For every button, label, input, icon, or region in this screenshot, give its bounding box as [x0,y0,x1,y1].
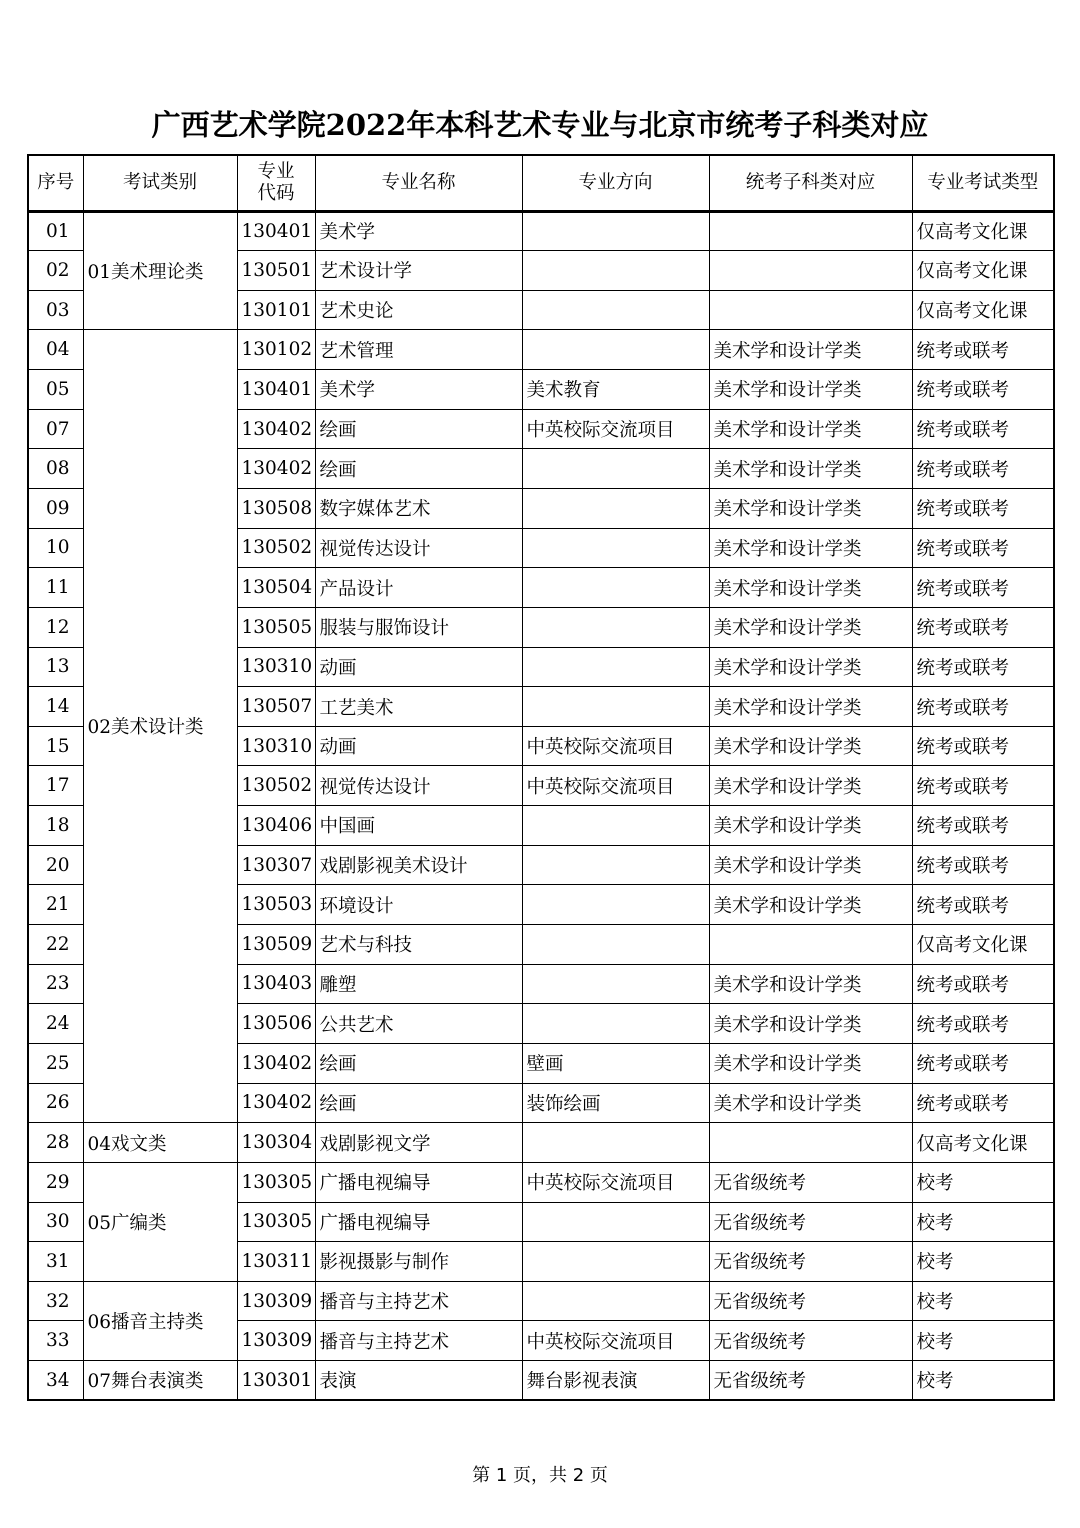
cell-seq: 11 [28,568,83,608]
cell-seq: 09 [28,488,83,528]
cell-exam-type: 统考或联考 [912,806,1054,846]
cell-seq: 22 [28,925,83,965]
header-direction: 专业方向 [522,155,709,211]
cell-code: 130402 [237,449,315,489]
cell-code: 130401 [237,370,315,410]
cell-seq: 33 [28,1321,83,1361]
cell-seq: 29 [28,1162,83,1202]
cell-name: 播音与主持艺术 [315,1321,522,1361]
cell-direction: 中英校际交流项目 [522,1321,709,1361]
cell-mapping: 美术学和设计学类 [709,647,912,687]
cell-seq: 24 [28,1004,83,1044]
cell-code: 130504 [237,568,315,608]
cell-exam-type: 统考或联考 [912,845,1054,885]
header-mapping: 统考子科类对应 [709,155,912,211]
header-category: 考试类别 [83,155,237,211]
cell-mapping: 美术学和设计学类 [709,806,912,846]
header-code-line2: 代码 [257,182,295,204]
cell-seq: 13 [28,647,83,687]
cell-direction [522,1281,709,1321]
cell-code: 130305 [237,1162,315,1202]
cell-code: 130509 [237,925,315,965]
cell-direction: 装饰绘画 [522,1083,709,1123]
table-body [28,211,1054,1400]
cell-code: 130301 [237,1361,315,1401]
cell-exam-type: 统考或联考 [912,1083,1054,1123]
cell-exam-type: 统考或联考 [912,449,1054,489]
cell-exam-type: 统考或联考 [912,726,1054,766]
cell-exam-type: 统考或联考 [912,766,1054,806]
cell-code: 130401 [237,211,315,251]
table-row [28,1361,1054,1401]
cell-seq: 31 [28,1242,83,1282]
cell-name: 工艺美术 [315,687,522,727]
cell-seq: 10 [28,528,83,568]
cell-direction [522,330,709,370]
cell-direction [522,806,709,846]
cell-code: 130309 [237,1321,315,1361]
cell-mapping: 无省级统考 [709,1281,912,1321]
cell-name: 动画 [315,647,522,687]
cell-exam-type: 校考 [912,1281,1054,1321]
cell-name: 美术学 [315,370,522,410]
cell-name: 戏剧影视文学 [315,1123,522,1163]
cell-seq: 15 [28,726,83,766]
cell-direction: 舞台影视表演 [522,1361,709,1401]
cell-direction [522,885,709,925]
cell-exam-type: 仅高考文化课 [912,290,1054,330]
cell-mapping [709,251,912,291]
cell-code: 130402 [237,409,315,449]
cell-code: 130402 [237,1083,315,1123]
cell-exam-type: 统考或联考 [912,607,1054,647]
header-name: 专业名称 [315,155,522,211]
cell-exam-type: 校考 [912,1242,1054,1282]
cell-mapping [709,290,912,330]
cell-mapping: 美术学和设计学类 [709,885,912,925]
cell-code: 130305 [237,1202,315,1242]
cell-mapping: 美术学和设计学类 [709,964,912,1004]
cell-name: 数字媒体艺术 [315,488,522,528]
cell-code: 130502 [237,766,315,806]
cell-direction [522,687,709,727]
cell-direction [522,1202,709,1242]
cell-code: 130503 [237,885,315,925]
cell-seq: 05 [28,370,83,410]
cell-mapping: 美术学和设计学类 [709,449,912,489]
document-title: 广西艺术学院2022年本科艺术专业与北京市统考子科类对应 [151,108,929,142]
cell-exam-type: 统考或联考 [912,687,1054,727]
header-code [237,155,315,211]
cell-mapping: 无省级统考 [709,1361,912,1401]
cell-name: 绘画 [315,1043,522,1083]
cell-name: 广播电视编导 [315,1162,522,1202]
cell-exam-type: 统考或联考 [912,568,1054,608]
cell-mapping: 美术学和设计学类 [709,726,912,766]
table-row [28,1162,1054,1202]
cell-mapping: 美术学和设计学类 [709,1043,912,1083]
cell-code: 130304 [237,1123,315,1163]
cell-code: 130310 [237,726,315,766]
cell-direction [522,1242,709,1282]
cell-name: 公共艺术 [315,1004,522,1044]
cell-direction [522,488,709,528]
cell-name: 艺术史论 [315,290,522,330]
cell-mapping: 美术学和设计学类 [709,409,912,449]
cell-direction [522,607,709,647]
cell-category: 04戏文类 [83,1123,237,1163]
cell-seq: 07 [28,409,83,449]
cell-name: 美术学 [315,211,522,251]
cell-name: 绘画 [315,449,522,489]
table-row [28,1281,1054,1321]
cell-seq: 03 [28,290,83,330]
cell-mapping: 美术学和设计学类 [709,1083,912,1123]
cell-exam-type: 统考或联考 [912,964,1054,1004]
table-header-row [28,155,1054,211]
cell-direction [522,251,709,291]
cell-code: 130311 [237,1242,315,1282]
cell-seq: 04 [28,330,83,370]
cell-code: 130506 [237,1004,315,1044]
cell-direction [522,568,709,608]
cell-seq: 32 [28,1281,83,1321]
cell-direction: 壁画 [522,1043,709,1083]
table-row [28,1123,1054,1163]
cell-seq: 26 [28,1083,83,1123]
cell-category: 05广编类 [83,1162,237,1281]
cell-exam-type: 仅高考文化课 [912,1123,1054,1163]
cell-name: 影视摄影与制作 [315,1242,522,1282]
cell-direction [522,964,709,1004]
cell-code: 130403 [237,964,315,1004]
cell-exam-type: 统考或联考 [912,330,1054,370]
cell-name: 视觉传达设计 [315,528,522,568]
cell-exam-type: 校考 [912,1202,1054,1242]
cell-exam-type: 统考或联考 [912,885,1054,925]
cell-code: 130310 [237,647,315,687]
cell-code: 130402 [237,1043,315,1083]
cell-seq: 02 [28,251,83,291]
cell-direction [522,925,709,965]
cell-seq: 21 [28,885,83,925]
page-footer: 第 1 页，共 2 页 [472,1465,608,1486]
cell-mapping: 无省级统考 [709,1202,912,1242]
cell-seq: 25 [28,1043,83,1083]
cell-code: 130501 [237,251,315,291]
cell-category: 06播音主持类 [83,1281,237,1360]
cell-exam-type: 校考 [912,1321,1054,1361]
cell-category: 01美术理论类 [83,211,237,330]
cell-exam-type: 仅高考文化课 [912,251,1054,291]
cell-mapping: 美术学和设计学类 [709,330,912,370]
cell-name: 中国画 [315,806,522,846]
cell-category: 07舞台表演类 [83,1361,237,1401]
major-mapping-table [27,154,1055,1401]
cell-direction [522,1004,709,1044]
cell-seq: 18 [28,806,83,846]
cell-name: 绘画 [315,1083,522,1123]
cell-mapping: 美术学和设计学类 [709,845,912,885]
cell-name: 广播电视编导 [315,1202,522,1242]
cell-mapping: 美术学和设计学类 [709,766,912,806]
cell-mapping: 美术学和设计学类 [709,370,912,410]
cell-exam-type: 校考 [912,1361,1054,1401]
table-row [28,211,1054,251]
cell-name: 环境设计 [315,885,522,925]
cell-mapping [709,1123,912,1163]
cell-code: 130502 [237,528,315,568]
cell-seq: 08 [28,449,83,489]
cell-direction [522,647,709,687]
cell-name: 雕塑 [315,964,522,1004]
cell-code: 130508 [237,488,315,528]
header-code-line1: 专业 [257,160,295,182]
cell-category: 02美术设计类 [83,330,237,1123]
cell-direction [522,528,709,568]
cell-direction [522,845,709,885]
cell-direction: 中英校际交流项目 [522,726,709,766]
cell-name: 绘画 [315,409,522,449]
cell-direction [522,211,709,251]
cell-mapping [709,211,912,251]
cell-seq: 23 [28,964,83,1004]
cell-name: 动画 [315,726,522,766]
cell-direction: 中英校际交流项目 [522,1162,709,1202]
cell-name: 视觉传达设计 [315,766,522,806]
cell-name: 播音与主持艺术 [315,1281,522,1321]
cell-mapping: 美术学和设计学类 [709,607,912,647]
cell-name: 表演 [315,1361,522,1401]
header-exam-type: 专业考试类型 [912,155,1054,211]
cell-seq: 17 [28,766,83,806]
cell-seq: 14 [28,687,83,727]
cell-direction [522,449,709,489]
cell-seq: 01 [28,211,83,251]
cell-seq: 20 [28,845,83,885]
cell-code: 130101 [237,290,315,330]
cell-mapping [709,925,912,965]
cell-mapping: 无省级统考 [709,1321,912,1361]
cell-direction: 美术教育 [522,370,709,410]
cell-mapping: 美术学和设计学类 [709,568,912,608]
cell-exam-type: 统考或联考 [912,1043,1054,1083]
cell-exam-type: 统考或联考 [912,370,1054,410]
cell-seq: 34 [28,1361,83,1401]
cell-exam-type: 统考或联考 [912,409,1054,449]
cell-name: 戏剧影视美术设计 [315,845,522,885]
cell-name: 服装与服饰设计 [315,607,522,647]
cell-mapping: 美术学和设计学类 [709,1004,912,1044]
cell-mapping: 美术学和设计学类 [709,488,912,528]
cell-direction [522,290,709,330]
cell-code: 130406 [237,806,315,846]
cell-exam-type: 校考 [912,1162,1054,1202]
cell-exam-type: 统考或联考 [912,1004,1054,1044]
cell-name: 艺术与科技 [315,925,522,965]
cell-seq: 28 [28,1123,83,1163]
cell-direction [522,1123,709,1163]
cell-direction: 中英校际交流项目 [522,409,709,449]
header-seq: 序号 [28,155,83,211]
cell-name: 艺术管理 [315,330,522,370]
cell-mapping: 美术学和设计学类 [709,687,912,727]
cell-exam-type: 仅高考文化课 [912,211,1054,251]
cell-name: 产品设计 [315,568,522,608]
cell-code: 130307 [237,845,315,885]
cell-code: 130309 [237,1281,315,1321]
cell-seq: 30 [28,1202,83,1242]
cell-mapping: 无省级统考 [709,1162,912,1202]
cell-code: 130507 [237,687,315,727]
cell-exam-type: 统考或联考 [912,647,1054,687]
cell-direction: 中英校际交流项目 [522,766,709,806]
cell-code: 130505 [237,607,315,647]
cell-exam-type: 统考或联考 [912,528,1054,568]
table-row [28,330,1054,370]
cell-exam-type: 仅高考文化课 [912,925,1054,965]
cell-exam-type: 统考或联考 [912,488,1054,528]
cell-mapping: 无省级统考 [709,1242,912,1282]
cell-name: 艺术设计学 [315,251,522,291]
cell-code: 130102 [237,330,315,370]
cell-mapping: 美术学和设计学类 [709,528,912,568]
cell-seq: 12 [28,607,83,647]
